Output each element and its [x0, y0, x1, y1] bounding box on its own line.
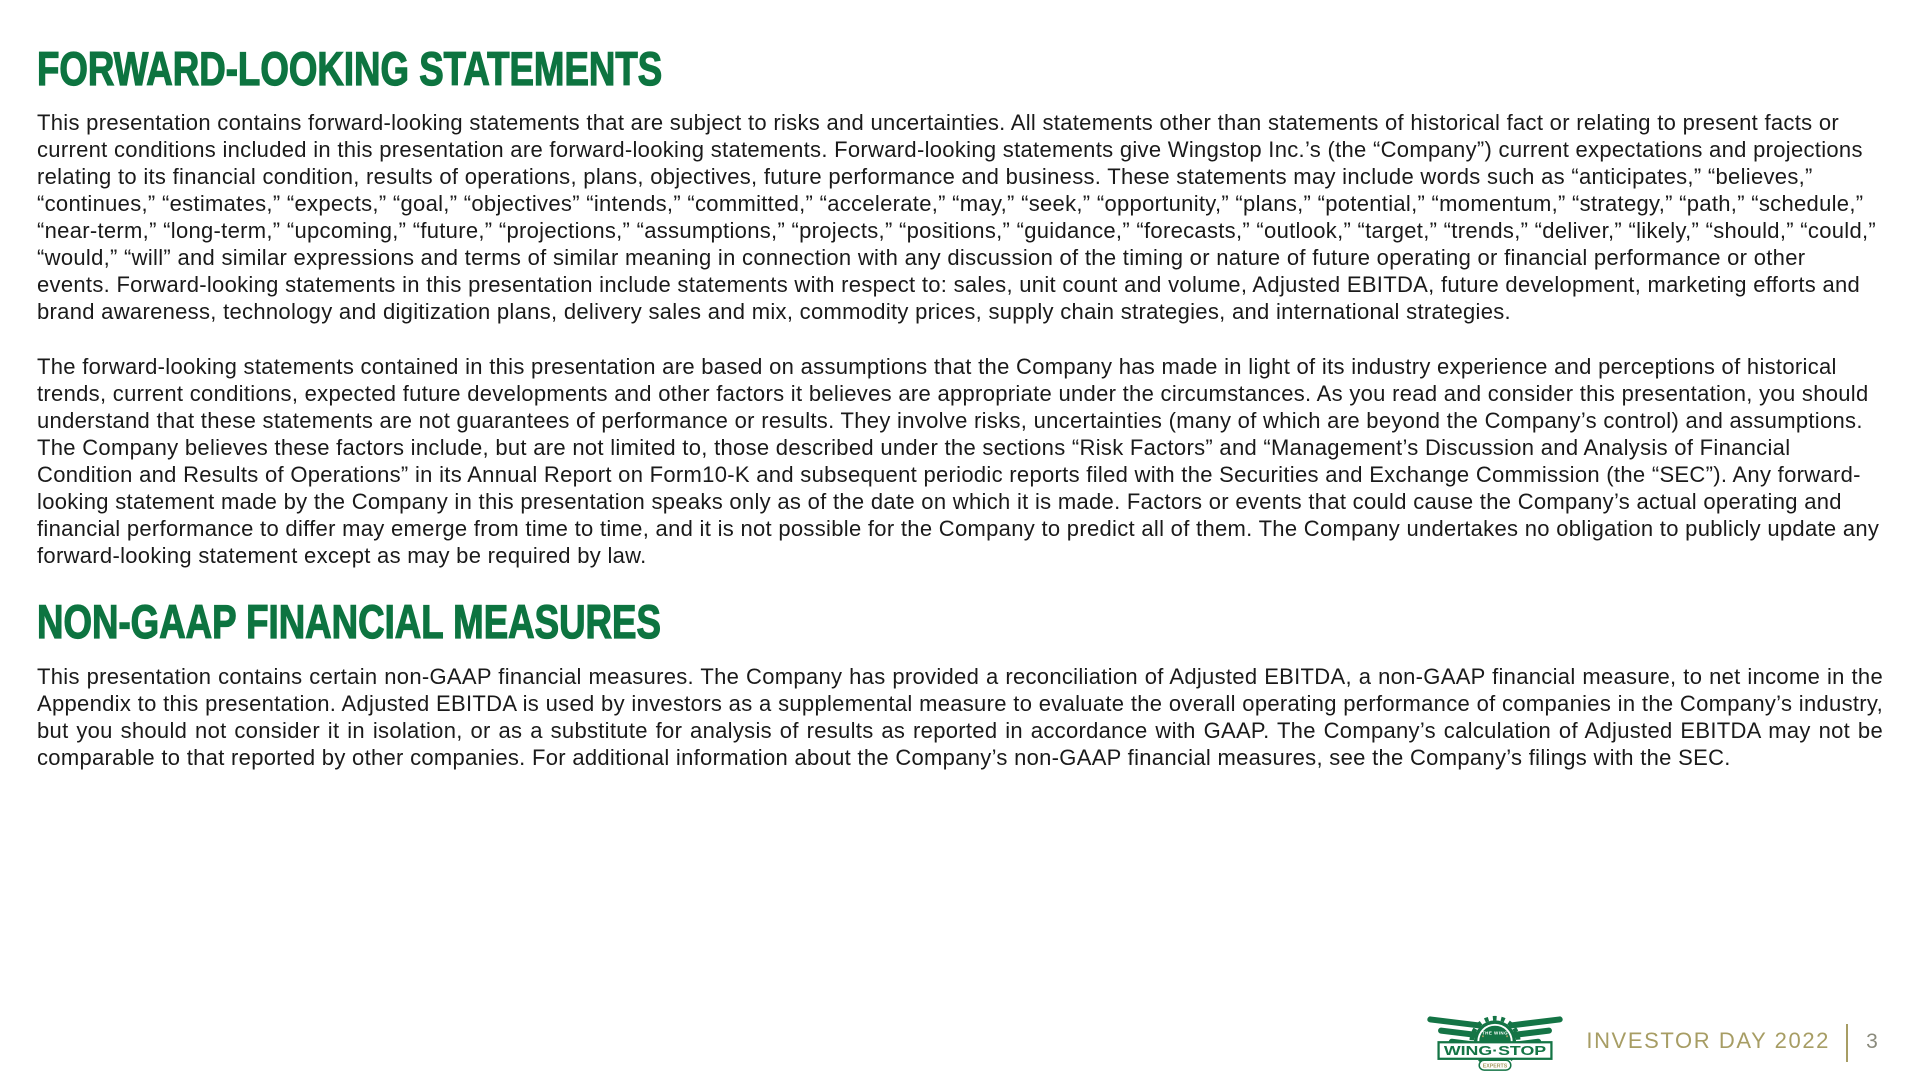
logo-arc-bottom-label: EXPERTS	[1483, 1063, 1508, 1070]
logo-banner-label: WING·STOP	[1444, 1043, 1548, 1059]
non-gaap-heading: NON-GAAP FINANCIAL MEASURES	[37, 595, 661, 649]
page-number: 3	[1866, 1030, 1878, 1053]
footer-divider	[1846, 1024, 1848, 1062]
forward-looking-paragraph-2: The forward-looking statements contained in this presentation are based on assumptions that the Company has made in light of its industry experience and perceptions of historical trends, current conditions, expected future developments and other factors it believes are appropriate under the circumstances. As you read and consider this presentation, you should understand that these statements are not guarantees of performance or results. They involve risks, uncertainties (many of which are beyond the Company’s control) and assumptions. The Company believes these factors include, but are not limited to, those described under the sections “Risk Factors” and “Management’s Discussion and Analysis of Financial Condition and Results of Operations” in its Annual Report on Form10-K and subsequent periodic reports filed with the Securities and Exchange Commission (the “SEC”). Any forward-looking statement made by the Company in this presentation speaks only as of the date on which it is made. Factors or events that could cause the Company’s actual operating and financial performance to differ may emerge from time to time, and it is not possible for the Company to predict all of them. The Company undertakes no obligation to publicly update any forward-looking statement except as may be required by law.	[37, 354, 1880, 569]
section-non-gaap-measures	[37, 597, 1883, 770]
logo-arc-top-label: THE WING	[1482, 1030, 1509, 1036]
forward-looking-paragraph-1: This presentation contains forward-looking statements that are subject to risks and uncertainties. All statements other than statements of historical fact or relating to present facts or current conditions included in this presentation are forward-looking statements. Forward-looking statements give Wingstop Inc.’s (the “Company”) current expectations and projections relating to its financial condition, results of operations, plans, objectives, future performance and business. These statements may include words such as “anticipates,” “believes,” “continues,” “estimates,” “expects,” “goal,” “objectives” “intends,” “committed,” “accelerate,” “may,” “seek,” “opportunity,” “plans,” “potential,” “momentum,” “strategy,” “path,” “schedule,” “near-term,” “long-term,” “upcoming,” “future,” “projections,” “assumptions,” “projects,” “positions,” “guidance,” “forecasts,” “outlook,” “target,” “trends,” “deliver,” “likely,” “should,” “could,” “would,” “will” and similar expressions and terms of similar meaning in connection with any discussion of the timing or nature of future operating or financial performance or other events. Forward-looking statements in this presentation include statements with respect to: sales, unit count and volume, Adjusted EBITDA, future development, marketing efforts and brand awareness, technology and digitization plans, delivery sales and mix, commodity prices, supply chain strategies, and international strategies.	[37, 110, 1877, 325]
logo-experts-badge	[1480, 1060, 1512, 1070]
section-forward-looking-statements	[37, 44, 1883, 569]
event-label: INVESTOR DAY 2022	[1586, 1028, 1830, 1053]
slide-footer	[1416, 1011, 1880, 1075]
logo-banner	[1439, 1042, 1552, 1059]
forward-looking-heading: FORWARD-LOOKING STATEMENTS	[37, 42, 663, 95]
wingstop-logo	[1416, 1011, 1574, 1075]
non-gaap-paragraph: This presentation contains certain non-GAAP financial measures. The Company has provided a reconciliation of Adjusted EBITDA, a non-GAAP financial measure, to net income in the Appendix to this presentation. Adjusted EBITDA is used by investors as a supplemental measure to evaluate the overall operating performance of companies in the Company’s industry, but you should not consider it in isolation, or as a substitute for analysis of results as reported in accordance with GAAP. The Company’s calculation of Adjusted EBITDA may not be comparable to that reported by other companies. For additional information about the Company’s non-GAAP financial measures, see the Company’s filings with the SEC.	[37, 663, 1883, 770]
